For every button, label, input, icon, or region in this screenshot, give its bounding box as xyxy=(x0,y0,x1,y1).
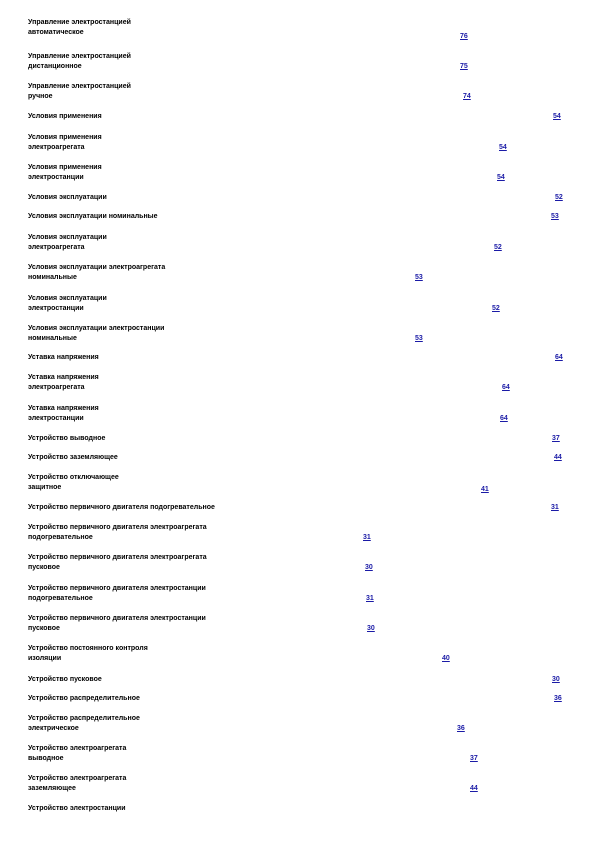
page-number-link[interactable]: 54 xyxy=(497,174,505,181)
index-term-line: Устройство постоянного контроля xyxy=(28,645,148,652)
index-term-line: заземляющее xyxy=(28,785,76,792)
index-term-line: пусковое xyxy=(28,564,60,571)
index-term-line: выводное xyxy=(28,755,64,762)
index-term-line: Условия эксплуатации электростанции xyxy=(28,325,165,332)
page-number-link[interactable]: 36 xyxy=(457,725,465,732)
page-number-link[interactable]: 74 xyxy=(463,93,471,100)
page-number-link[interactable]: 44 xyxy=(470,785,478,792)
index-term-line: Условия применения xyxy=(28,113,102,120)
index-term xyxy=(28,644,148,664)
index-term xyxy=(28,163,102,183)
index-term-line: Устройство первичного двигателя электроагрегата xyxy=(28,524,207,531)
index-term-line: Уставка напряжения xyxy=(28,405,99,412)
page-number-link[interactable]: 37 xyxy=(552,435,560,442)
index-term xyxy=(28,473,119,493)
index-term-line: электроагрегата xyxy=(28,384,85,391)
index-term-line: подогревательное xyxy=(28,595,93,602)
page-number-link[interactable]: 53 xyxy=(415,335,423,342)
index-term-line: Условия эксплуатации электроагрегата xyxy=(28,264,166,271)
page-number-link[interactable]: 40 xyxy=(442,655,450,662)
index-term xyxy=(28,503,215,513)
page-number-link[interactable]: 44 xyxy=(554,454,562,461)
index-term xyxy=(28,212,158,222)
index-term-line: пусковое xyxy=(28,625,60,632)
page-number-link[interactable]: 54 xyxy=(499,144,507,151)
page-number-link[interactable]: 53 xyxy=(415,274,423,281)
page-number-link[interactable]: 52 xyxy=(494,244,502,251)
index-term-line: Условия применения xyxy=(28,134,102,141)
page-number-link[interactable]: 52 xyxy=(492,305,500,312)
index-term-line: электроагрегата xyxy=(28,244,85,251)
index-term xyxy=(28,112,102,122)
index-term xyxy=(28,52,131,72)
index-term xyxy=(28,193,107,203)
page-number-link[interactable]: 64 xyxy=(555,354,563,361)
index-term-line: Устройство распределительное xyxy=(28,695,140,702)
index-term xyxy=(28,675,102,685)
index-term-line: Устройство электростанции xyxy=(28,805,126,812)
index-term-line: Устройство электроагрегата xyxy=(28,775,127,782)
index-term xyxy=(28,353,99,363)
index-term xyxy=(28,774,126,794)
index-term-line: Управление электростанцией xyxy=(28,83,131,90)
index-term xyxy=(28,324,164,344)
index-term-line: электростанции xyxy=(28,305,84,312)
index-term-line: ручное xyxy=(28,93,53,100)
page-number-link[interactable]: 75 xyxy=(460,63,468,70)
index-term-line: Устройство электроагрегата xyxy=(28,745,127,752)
index-term-line: автоматическое xyxy=(28,29,84,36)
index-term xyxy=(28,82,131,102)
index-term-line: Устройство первичного двигателя электростанции xyxy=(28,585,206,592)
index-term-line: Уставка напряжения xyxy=(28,354,99,361)
index-term xyxy=(28,133,102,153)
page-number-link[interactable]: 64 xyxy=(500,415,508,422)
index-term-line: Устройство пусковое xyxy=(28,676,102,683)
index-term-line: электроагрегата xyxy=(28,144,85,151)
page-number-link[interactable]: 31 xyxy=(363,534,371,541)
index-term xyxy=(28,744,126,764)
page-number-link[interactable]: 54 xyxy=(553,113,561,120)
index-term xyxy=(28,233,107,253)
index-term xyxy=(28,18,131,38)
page-number-link[interactable]: 41 xyxy=(481,486,489,493)
page-number-link[interactable]: 64 xyxy=(502,384,510,391)
index-term-line: номинальные xyxy=(28,274,77,281)
index-term-line: Устройство первичного двигателя подогревательное xyxy=(28,504,215,511)
index-term-line: дистанционное xyxy=(28,63,82,70)
index-term-line: изоляции xyxy=(28,655,62,662)
page-number-link[interactable]: 37 xyxy=(470,755,478,762)
page-number-link[interactable]: 52 xyxy=(555,194,563,201)
index-term xyxy=(28,714,140,734)
index-term-line: Уставка напряжения xyxy=(28,374,99,381)
index-term xyxy=(28,404,99,424)
index-term-line: защитное xyxy=(28,484,62,491)
index-term-line: подогревательное xyxy=(28,534,93,541)
index-term-line: Устройство первичного двигателя электроагрегата xyxy=(28,554,207,561)
index-term xyxy=(28,614,206,634)
page-number-link[interactable]: 31 xyxy=(366,595,374,602)
index-term xyxy=(28,263,165,283)
index-term-line: электрическое xyxy=(28,725,79,732)
index-term xyxy=(28,294,107,314)
index-term-line: Управление электростанцией xyxy=(28,53,131,60)
index-term xyxy=(28,523,207,543)
index-term xyxy=(28,804,126,814)
index-term-line: Условия применения xyxy=(28,164,102,171)
index-term-line: Устройство заземляющее xyxy=(28,454,118,461)
index-term xyxy=(28,553,207,573)
index-term-line: Условия эксплуатации xyxy=(28,295,107,302)
page-number-link[interactable]: 36 xyxy=(554,695,562,702)
index-term-line: Условия эксплуатации xyxy=(28,194,107,201)
index-term-line: Устройство выводное xyxy=(28,435,106,442)
index-term xyxy=(28,373,99,393)
index-term-line: Условия эксплуатации номинальные xyxy=(28,213,158,220)
page-number-link[interactable]: 53 xyxy=(551,213,559,220)
index-term xyxy=(28,453,118,463)
page-number-link[interactable]: 31 xyxy=(551,504,559,511)
index-term-line: Условия эксплуатации xyxy=(28,234,107,241)
index-term-line: электростанции xyxy=(28,174,84,181)
page-number-link[interactable]: 30 xyxy=(552,676,560,683)
index-term-line: Устройство отключающее xyxy=(28,474,119,481)
page-number-link[interactable]: 30 xyxy=(365,564,373,571)
index-term-line: электростанции xyxy=(28,415,84,422)
index-term-line: Устройство первичного двигателя электростанции xyxy=(28,615,206,622)
index-term-line: Управление электростанцией xyxy=(28,19,131,26)
index-term xyxy=(28,584,206,604)
index-term-line: номинальные xyxy=(28,335,77,342)
index-term xyxy=(28,694,140,704)
page-number-link[interactable]: 30 xyxy=(367,625,375,632)
index-term xyxy=(28,434,105,444)
page-number-link[interactable]: 76 xyxy=(460,33,468,40)
index-term-line: Устройство распределительное xyxy=(28,715,140,722)
